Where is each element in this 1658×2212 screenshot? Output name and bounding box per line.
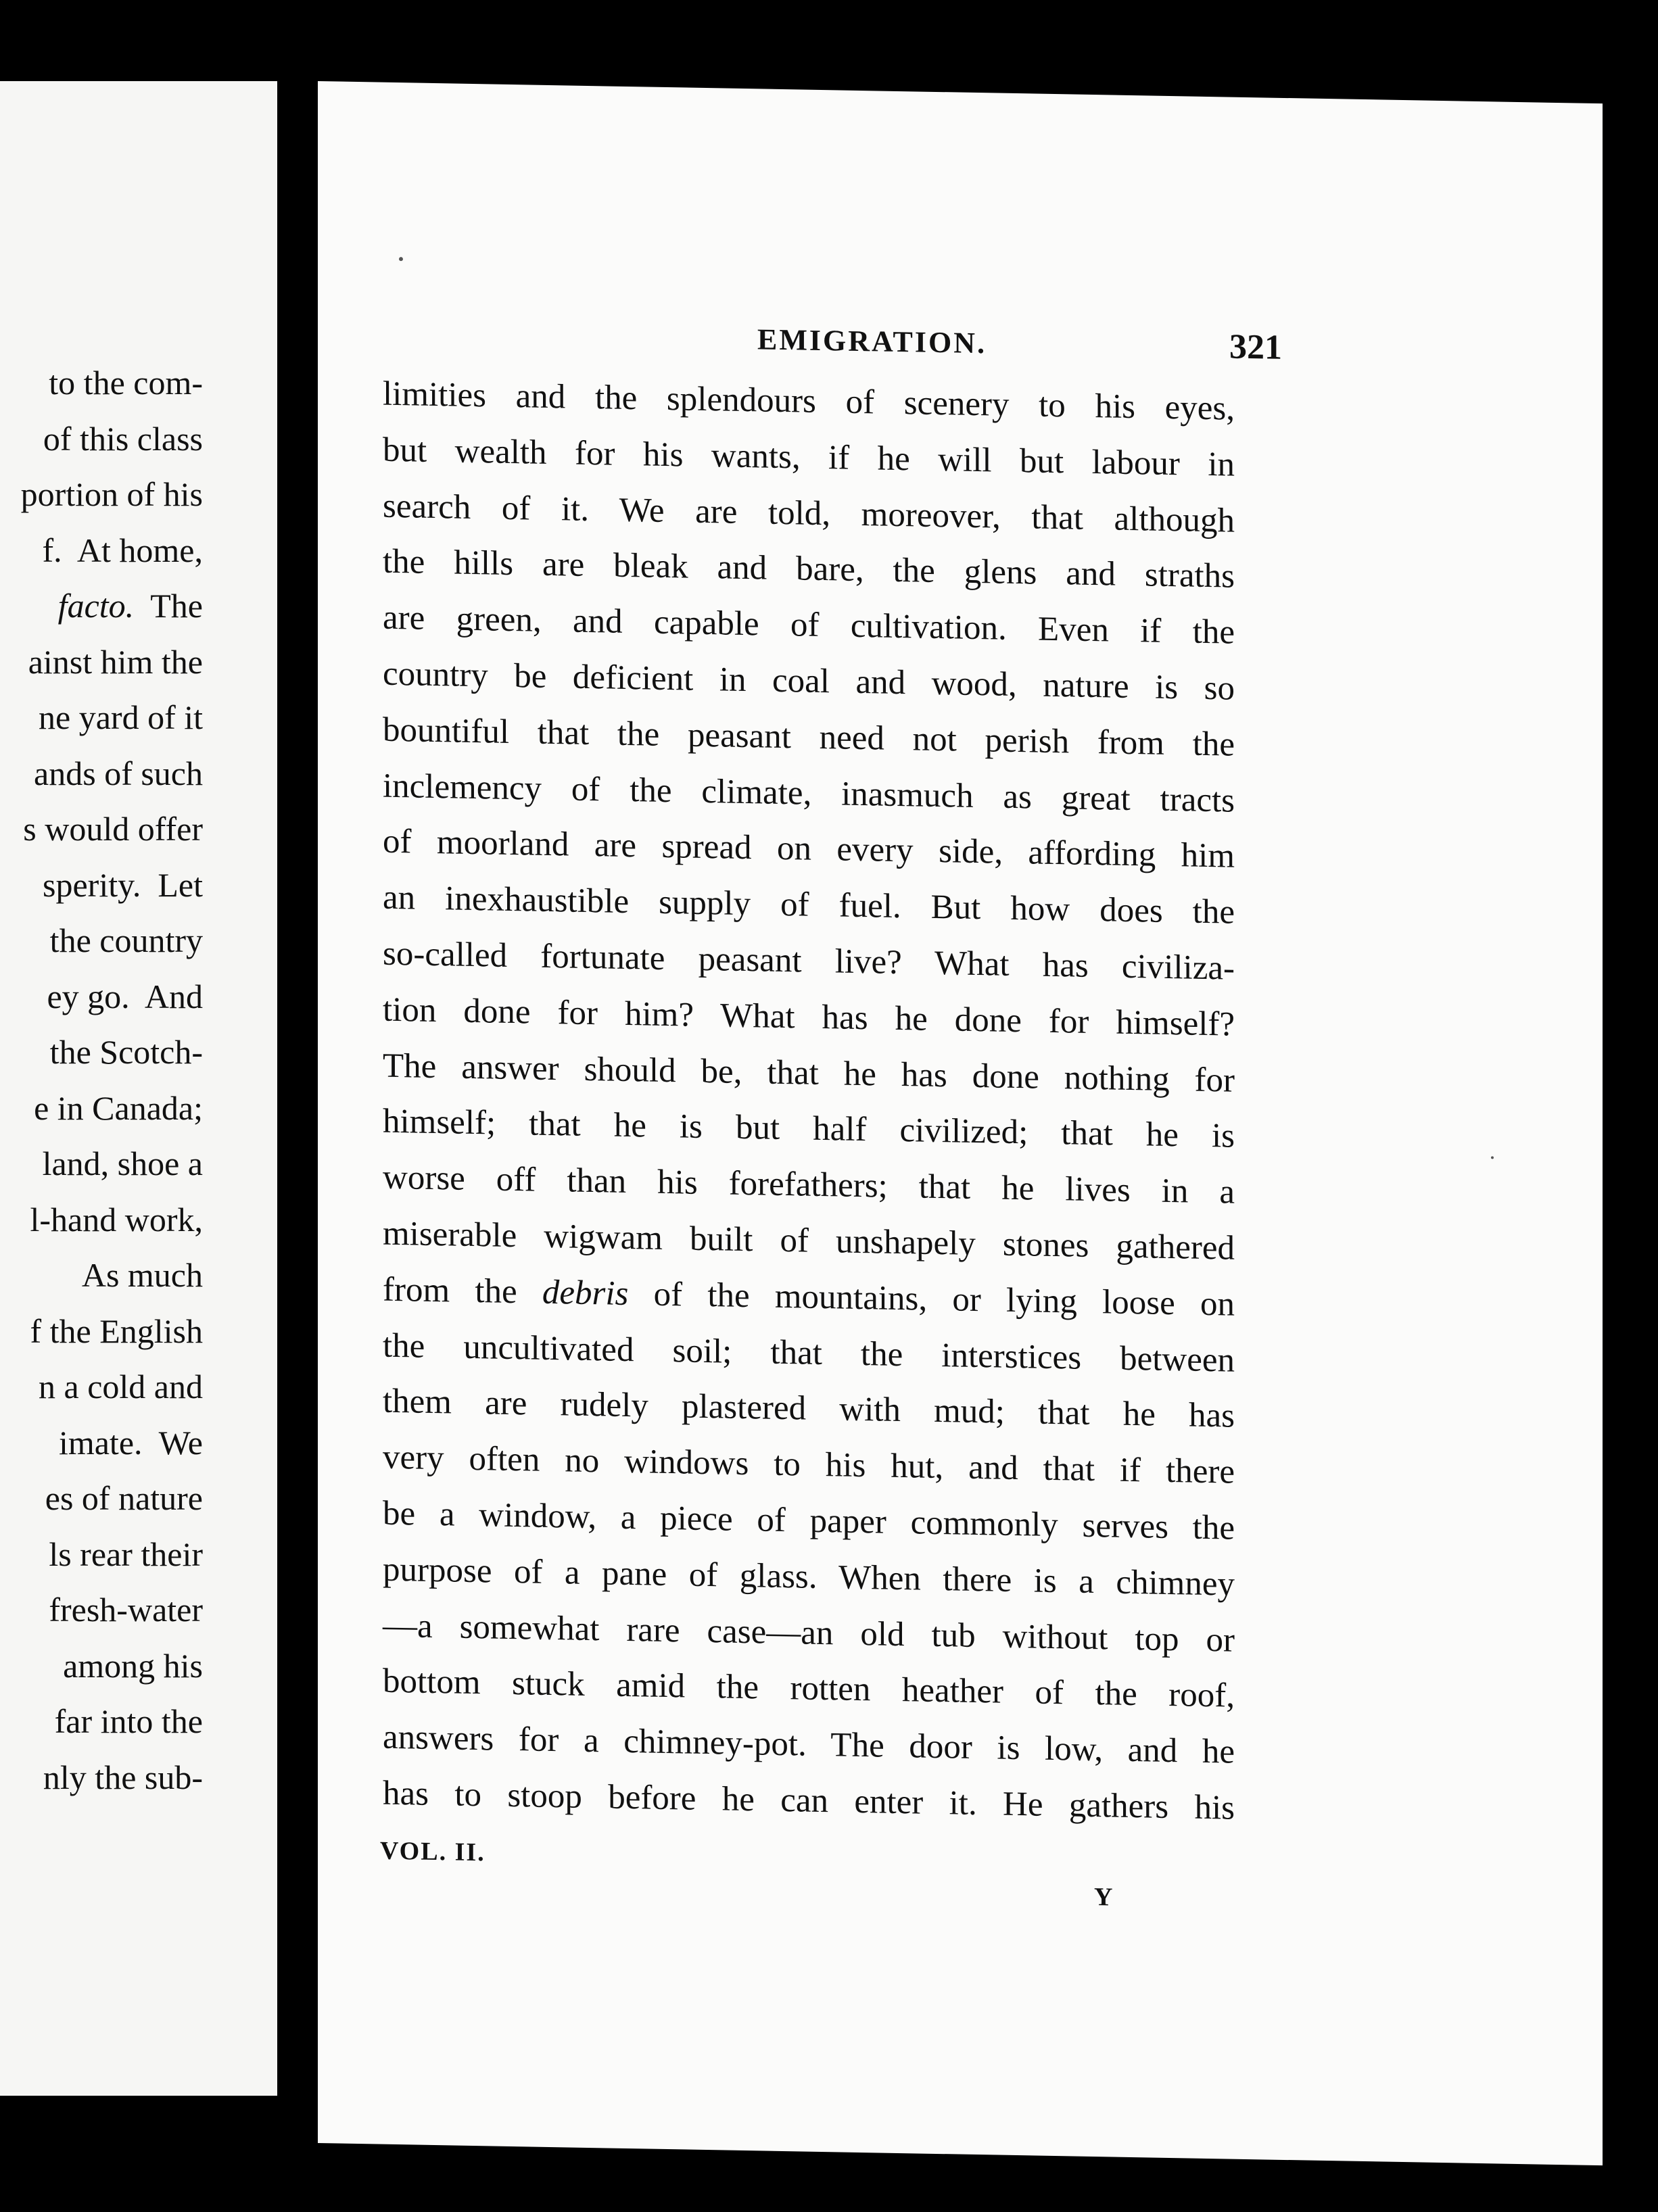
left-page-line: nly the sub- [43, 1758, 203, 1796]
body-line: very often no windows to his hut, and that if there [383, 1438, 1235, 1491]
body-line: are green, and capable of cultivation. Even if the [383, 598, 1235, 652]
paper-speck [1491, 1156, 1494, 1159]
body-line: country be deficient in coal and wood, nature is so [383, 654, 1235, 708]
left-page [0, 81, 277, 2096]
body-line: miserable wigwam built of unshapely stones gathered [383, 1214, 1235, 1268]
italic-word: facto. [57, 587, 135, 625]
footer-signature: Y [1094, 1883, 1113, 1912]
left-page-line: portion of his [20, 475, 203, 513]
body-line: but wealth for his wants, if he will but labour in [383, 431, 1235, 484]
left-page-line: ls rear their [49, 1535, 203, 1573]
left-page-line: s would offer [23, 810, 203, 848]
left-page-line: ainst him the [28, 642, 203, 681]
left-page-line: among his [63, 1646, 203, 1685]
left-page-line: es of nature [45, 1479, 203, 1517]
left-page-line: ne yard of it [39, 698, 203, 736]
body-line: search of it. We are told, moreover, that although [383, 487, 1235, 540]
left-page-line: to the com- [49, 364, 203, 402]
left-page-line: n a cold and [39, 1368, 203, 1405]
body-line: the hills are bleak and bare, the glens and straths [383, 543, 1235, 596]
body-line: purpose of a pane of glass. When there is a chimney [383, 1550, 1235, 1604]
body-line: be a window, a piece of paper commonly serves the [383, 1494, 1235, 1547]
body-text [383, 366, 1235, 1837]
body-line: the uncultivated soil; that the interstices between [383, 1326, 1235, 1380]
left-page-line: As much [81, 1256, 203, 1294]
body-line: inclemency of the climate, inasmuch as great tracts [383, 767, 1235, 820]
body-line: worse off than his forefathers; that he lives in a [383, 1158, 1235, 1211]
body-line: limities and the splendours of scenery to his eyes, [383, 375, 1235, 428]
running-head: EMIGRATION. [757, 322, 987, 360]
left-page-line: fresh-water [49, 1591, 203, 1629]
left-page-line: ey go. And [47, 977, 203, 1015]
left-page-text [21, 355, 203, 1805]
body-line: answers for a chimney-pot. The door is low, and he [383, 1718, 1235, 1771]
left-page-line: land, shoe a [42, 1145, 203, 1182]
body-line: —a somewhat rare case—an old tub without top or [383, 1606, 1235, 1660]
body-line: tion done for him? What has he done for himself? [383, 990, 1235, 1044]
left-page-line: far into the [54, 1702, 203, 1740]
body-line: so-called fortunate peasant live? What has civiliza- [383, 934, 1235, 988]
body-line: them are rudely plastered with mud; that he has [383, 1382, 1235, 1436]
italic-word: debris [542, 1273, 629, 1313]
left-page-line: f the English [30, 1312, 203, 1350]
body-line: bountiful that the peasant need not perish from the [383, 711, 1235, 764]
left-page-line: facto. The [57, 587, 203, 625]
body-line: from the debris of the mountains, or lying loose on [383, 1270, 1235, 1324]
left-page-line: imate. We [58, 1423, 203, 1462]
left-page-line: f. At home, [42, 531, 203, 569]
right-page [318, 81, 1603, 2165]
body-line: himself; that he is but half civilized; that he is [383, 1103, 1235, 1156]
book-gutter [277, 0, 318, 2212]
body-line: of moorland are spread on every side, affording him [383, 823, 1235, 876]
left-page-line: l-hand work, [30, 1200, 203, 1239]
footer-volume: VOL. II. [380, 1836, 485, 1867]
page-number: 321 [1229, 327, 1282, 367]
left-page-line: the Scotch- [49, 1033, 203, 1071]
body-line: bottom stuck amid the rotten heather of the roof, [383, 1662, 1235, 1715]
body-line: an inexhaustible supply of fuel. But how does the [383, 878, 1235, 932]
left-page-line: the country [49, 921, 203, 959]
left-page-line: of this class [43, 419, 203, 458]
body-line: The answer should be, that he has done nothing for [383, 1047, 1235, 1100]
left-page-line: sperity. Let [43, 865, 203, 904]
paper-speck [399, 257, 403, 261]
left-page-line: ands of such [34, 754, 203, 792]
body-line: has to stoop before he can enter it. He gathers his [383, 1774, 1235, 1827]
left-page-line: e in Canada; [34, 1088, 203, 1127]
